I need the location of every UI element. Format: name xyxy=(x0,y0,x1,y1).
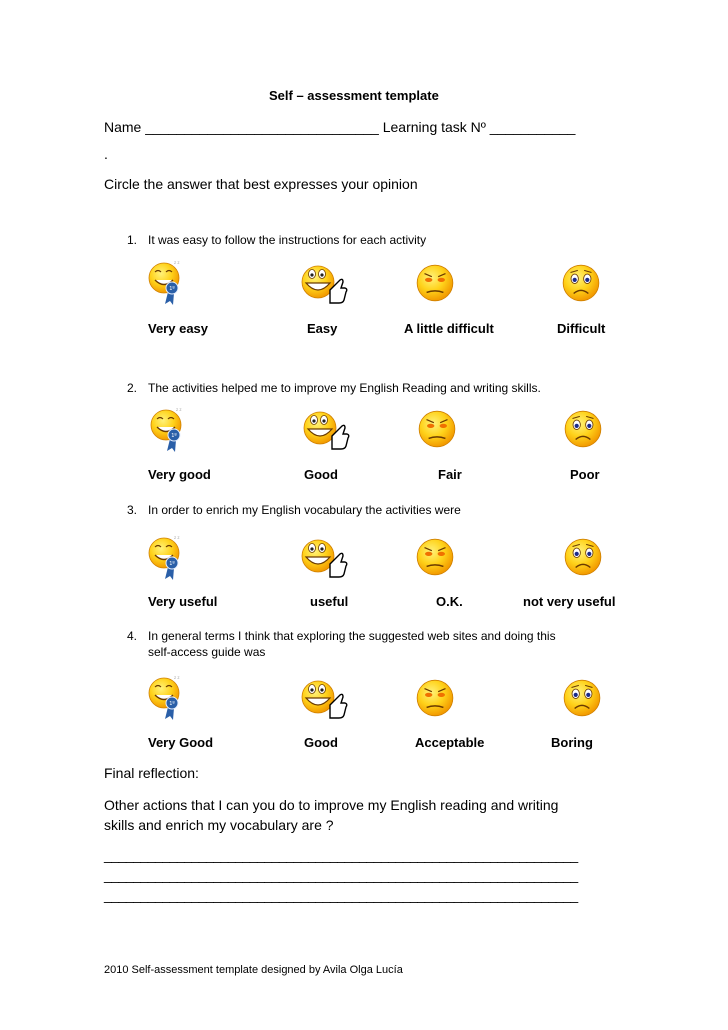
winner-smiley-icon[interactable] xyxy=(148,405,188,455)
sad-smiley-icon[interactable] xyxy=(561,677,603,719)
question-4-text-line2: self-access guide was xyxy=(148,645,266,659)
q4-option-acceptable[interactable]: Acceptable xyxy=(415,735,485,750)
q1-option-very-easy[interactable]: Very easy xyxy=(148,321,209,336)
learning-task-label: Learning task Nº xyxy=(382,119,486,135)
answer-line[interactable]: _________________________________________________________________ xyxy=(104,887,578,903)
q3-option-useful[interactable]: useful xyxy=(310,594,349,609)
question-3-number: 3. xyxy=(127,503,138,517)
q2-option-poor[interactable]: Poor xyxy=(570,467,600,482)
winner-smiley-icon[interactable] xyxy=(146,533,186,583)
final-prompt-line1: Other actions that I can you do to improve my English reading and writing xyxy=(104,797,559,813)
thumbs-up-smiley-icon[interactable] xyxy=(296,536,352,580)
name-row xyxy=(104,119,575,135)
answer-line[interactable]: _________________________________________________________________ xyxy=(104,867,578,883)
name-label: Name xyxy=(104,119,142,135)
sad-smiley-icon[interactable] xyxy=(562,536,604,578)
stray-dot: . xyxy=(104,146,108,162)
question-1-number: 1. xyxy=(127,233,138,247)
q4-option-good[interactable]: Good xyxy=(304,735,338,750)
answer-line[interactable]: _________________________________________________________________ xyxy=(104,847,578,863)
winner-smiley-icon[interactable] xyxy=(146,258,186,308)
q4-option-boring[interactable]: Boring xyxy=(551,735,593,750)
question-3-text: In order to enrich my English vocabulary the activities were xyxy=(148,503,461,517)
footer-credit: 2010 Self-assessment template designed by Avila Olga Lucía xyxy=(104,964,403,976)
thumbs-up-smiley-icon[interactable] xyxy=(296,677,352,721)
q2-option-good[interactable]: Good xyxy=(304,467,338,482)
q1-option-easy[interactable]: Easy xyxy=(307,321,338,336)
q4-option-very-good[interactable]: Very Good xyxy=(148,735,214,750)
final-prompt-line2: skills and enrich my vocabulary are ? xyxy=(104,817,334,833)
winner-smiley-icon[interactable] xyxy=(146,673,186,723)
unimpressed-smiley-icon[interactable] xyxy=(414,677,456,719)
question-2-number: 2. xyxy=(127,381,138,395)
unimpressed-smiley-icon[interactable] xyxy=(414,262,456,304)
thumbs-up-smiley-icon[interactable] xyxy=(296,262,352,306)
instruction-text: Circle the answer that best expresses your opinion xyxy=(104,176,418,192)
page-title: Self – assessment template xyxy=(269,88,439,103)
thumbs-up-smiley-icon[interactable] xyxy=(298,408,354,452)
sad-smiley-icon[interactable] xyxy=(562,408,604,450)
q3-option-very-useful[interactable]: Very useful xyxy=(148,594,218,609)
learning-task-blank[interactable]: ___________ xyxy=(489,119,576,135)
sad-smiley-icon[interactable] xyxy=(560,262,602,304)
question-1-text: It was easy to follow the instructions for each activity xyxy=(148,233,427,247)
question-4-number: 4. xyxy=(127,629,138,643)
name-blank[interactable]: ______________________________ xyxy=(145,119,379,135)
q2-option-very-good[interactable]: Very good xyxy=(148,467,211,482)
q3-option-ok[interactable]: O.K. xyxy=(436,594,463,609)
q1-option-difficult[interactable]: Difficult xyxy=(557,321,606,336)
q2-option-fair[interactable]: Fair xyxy=(438,467,462,482)
final-reflection-heading: Final reflection: xyxy=(104,765,199,781)
unimpressed-smiley-icon[interactable] xyxy=(414,536,456,578)
q3-option-not-very-useful[interactable]: not very useful xyxy=(523,594,616,609)
question-4-text-line1: In general terms I think that exploring the suggested web sites and doing this xyxy=(148,629,556,643)
q1-option-little-difficult[interactable]: A little difficult xyxy=(404,321,494,336)
question-2-text: The activities helped me to improve my English Reading and writing skills. xyxy=(148,381,541,395)
unimpressed-smiley-icon[interactable] xyxy=(416,408,458,450)
